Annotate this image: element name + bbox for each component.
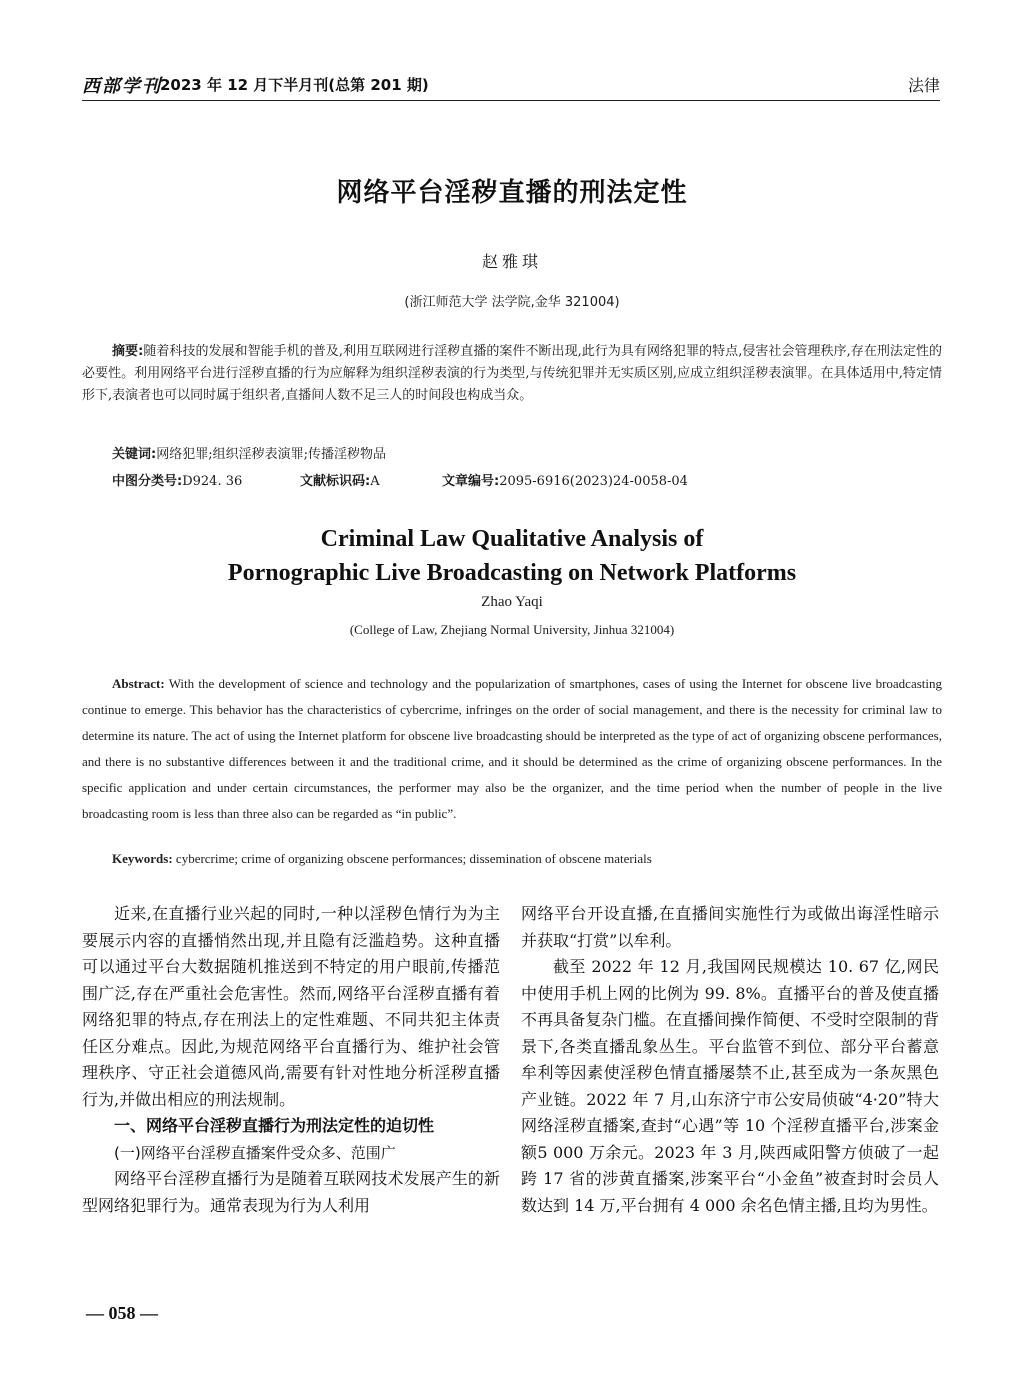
article-number: 文章编号:2095-6916(2023)24-0058-04 [442,474,688,489]
english-title-line-1: Criminal Law Qualitative Analysis of [320,526,704,552]
issue-info: 2023 年 12 月下半月刊(总第 201 期) [160,76,429,94]
body-paragraph: 截至 2022 年 12 月,我国网民规模达 10. 67 亿,网民中使用手机上网的比例为 99. 8%。直播平台的普及使直播不再具备复杂门槛。在直播间操作简便、不受时空限制的背景下,各类直播乱象丛生。平台监管不到位、部分平台蓄意牟利等因素使淫秽色情直播屡禁不止,甚至成为一条灰黑色产业链。2022 年 7 月,山东济宁市公安局侦破“4·20”特大网络淫秽直播案,查封“心遇”等 10 个淫秽直播平台,涉案金额5 000 万余元。2023 年 3 月,陕西咸阳警方侦破了一起跨 17 省的涉黄直播案,涉案平台“小金鱼”被查封时会员人数达到 14 万,平台拥有 4 000 余名色情主播,且均为男性。 [521,957,939,1215]
body-column-left [82,901,500,1219]
chinese-abstract [82,341,942,407]
journal-logo: 西部学刊 [82,76,162,97]
chinese-keywords-label: 关键词: [112,447,157,462]
english-author: Zhao Yaqi [481,594,543,610]
running-header [82,70,940,102]
page-number: — 058 — [86,1303,158,1323]
classification-meta [112,470,892,489]
chinese-affiliation: (浙江师范大学 法学院,金华 321004) [404,295,620,310]
section-label: 法律 [907,76,940,95]
english-affiliation: (College of Law, Zhejiang Normal University, Jinhua 321004) [349,622,675,637]
subsection-heading: (一)网络平台淫秽直播案件受众多、范围广 [114,1143,396,1162]
english-title-line-2: Pornographic Live Broadcasting on Network Platforms [227,560,797,586]
english-keywords-label: Keywords: [112,851,173,866]
section-heading: 一、网络平台淫秽直播行为刑法定性的迫切性 [114,1116,435,1135]
body-paragraph: 网络平台开设直播,在直播间实施性行为或做出诲淫性暗示并获取“打赏”以牟利。 [521,904,939,950]
document-code: 文献标识码:A [300,474,380,489]
chinese-title: 网络平台淫秽直播的刑法定性 [336,178,688,208]
english-title [0,522,1024,590]
chinese-abstract-text: 随着科技的发展和智能手机的普及,利用互联网进行淫秽直播的案件不断出现,此行为具有网络犯罪的特点,侵害社会管理秩序,存在刑法定性的必要性。利用网络平台进行淫秽直播的行为应解释为组织淫秽表演的行为类型,与传统犯罪并无实质区别,应成立组织淫秽表演罪。在具体适用中,特定情形下,表演者也可以同时属于组织者,直播间人数不足三人的时间段也构成当众。 [82,344,943,403]
chinese-abstract-label: 摘要: [112,344,144,359]
chinese-keywords [112,443,386,462]
english-keywords [112,851,652,867]
body-paragraph: 近来,在直播行业兴起的同时,一种以淫秽色情行为为主要展示内容的直播悄然出现,并且隐有泛滥趋势。这种直播可以通过平台大数据随机推送到不特定的用户眼前,传播范围广泛,存在严重社会危害性。然而,网络平台淫秽直播有着网络犯罪的特点,存在刑法上的定性难题、不同共犯主体责任区分难点。因此,为规范网络平台直播行为、维护社会管理秩序、守正社会道德风尚,需要有针对性地分析淫秽直播行为,并做出相应的刑法规制。 [82,904,500,1109]
chinese-keywords-text: 网络犯罪;组织淫秽表演罪;传播淫秽物品 [156,447,386,462]
english-abstract-label: Abstract: [112,676,165,691]
chinese-author: 赵雅琪 [481,252,542,271]
english-abstract [82,671,942,827]
clc-code: 中图分类号:D924. 36 [112,474,243,489]
body-column-right [521,901,939,1219]
english-keywords-text: cybercrime; crime of organizing obscene performances; dissemination of obscene materials [175,851,652,866]
body-paragraph: 网络平台淫秽直播行为是随着互联网技术发展产生的新型网络犯罪行为。通常表现为行为人利用 [82,1169,500,1215]
header-rule [82,100,940,101]
english-abstract-text: With the development of science and technology and the popularization of smartphones, cases of using the Internet for obscene live broadcasting continue to emerge. This behavior has the characteristics of cybercrime, infringes on the order of social management, and there is the necessity for criminal law to determine its nature. The act of using the Internet platform for obscene live broadcasting should be interpreted as the type of act of organizing obscene performances, and there is no substantive differences between it and the traditional crime, and it should be determined as the crime of organizing obscene performances. In the specific application and under certain circumstances, the performer may also be the organizer, and the time period when the number of people in the live broadcasting room is less than three also can be regarded as “in public”. [82,676,942,821]
